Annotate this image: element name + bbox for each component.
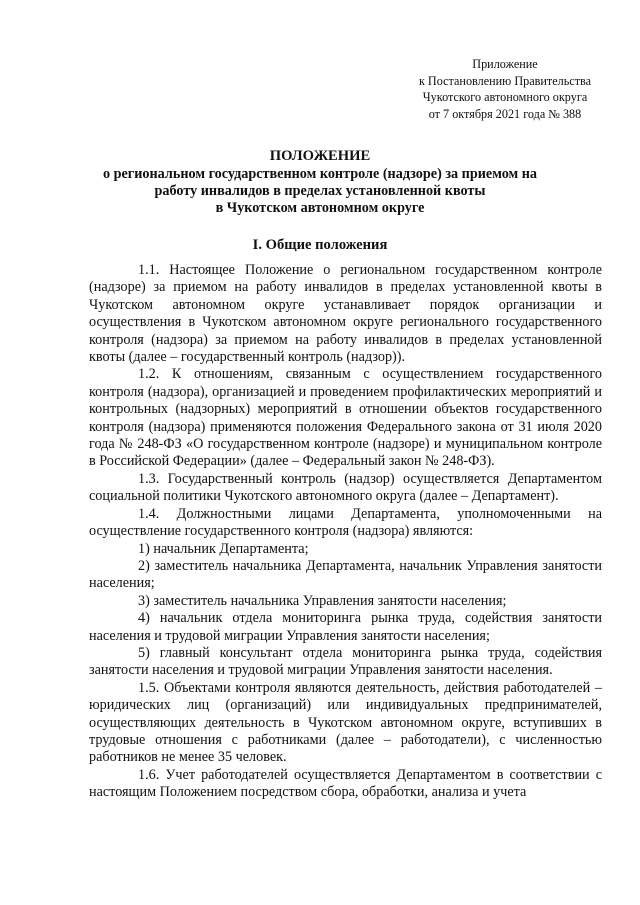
title-sub-line: работу инвалидов в пределах установленной квоты (154, 183, 486, 199)
title-main: ПОЛОЖЕНИЕ (269, 148, 371, 164)
appendix-line: Приложение (472, 57, 538, 71)
paragraph: 1.6. Учет работодателей осуществляется Департаментом в соответствии с настоящим Положением посредством сбора, обработки, анализа и учета (89, 766, 602, 801)
appendix-line: Чукотского автономного округа (422, 90, 588, 104)
paragraph: 1.1. Настоящее Положение о региональном государственном контроле (надзоре) за приемом на работу инвалидов в пределах установленной квоты в Чукотском автономном округе устанавливает порядок организации и осуществления в Чукотском автономном округе регионального государственного контроля (надзора) за приемом на работу инвалидов в пределах установленной квоты (далее – государственный контроль (надзор)). (89, 262, 602, 366)
paragraph: 1.5. Объектами контроля являются деятельность, действия работодателей – юридических лиц (организаций) или индивидуальных предпринимателей, осуществляющих деятельность в Чукотском автономном округе, вступивших в трудовые отношения с работниками (далее – работодатели), с численностью работников не менее 35 человек. (89, 679, 602, 766)
list-item: 5) главный консультант отдела мониторинга рынка труда, содействия занятости населения и трудовой миграции Управления занятости населения. (89, 644, 602, 679)
list-item: 2) заместитель начальника Департамента, начальник Управления занятости населения; (89, 557, 602, 592)
title-sub-line: о региональном государственном контроле (надзоре) за приемом на (102, 166, 538, 182)
title-sub-line: в Чукотском автономном округе (215, 200, 425, 216)
paragraph: 1.3. Государственный контроль (надзор) осуществляется Департаментом социальной политики Чукотского автономного округа (далее – Департамент). (89, 470, 602, 505)
section-heading: I. Общие положения (252, 237, 388, 253)
document-body (89, 262, 602, 802)
appendix-line: от 7 октября 2021 года № 388 (428, 106, 582, 121)
appendix-header (400, 56, 610, 122)
appendix-line: к Постановлению Правительства (418, 73, 592, 88)
paragraph: 1.4. Должностными лицами Департамента, уполномоченными на осуществление государственного контроля (надзора) являются: (89, 505, 602, 540)
list-item: 1) начальник Департамента; (138, 540, 309, 557)
paragraph: 1.2. К отношениям, связанным с осуществлением государственного контроля (надзора), организацией и проведением профилактических мероприятий и контрольных (надзорных) мероприятий в отношении объектов государственного контроля (надзора) применяются положения Федерального закона от 31 июля 2020 года № 248-ФЗ «О государственном контроле (надзоре) и муниципальном контроле в Российской Федерации» (далее – Федеральный закон № 248-ФЗ). (89, 366, 602, 470)
list-item: 3) заместитель начальника Управления занятости населения; (138, 592, 507, 609)
list-item: 4) начальник отдела мониторинга рынка труда, содействия занятости населения и трудовой миграции Управления занятости населения; (89, 610, 602, 644)
document-title (40, 148, 600, 217)
